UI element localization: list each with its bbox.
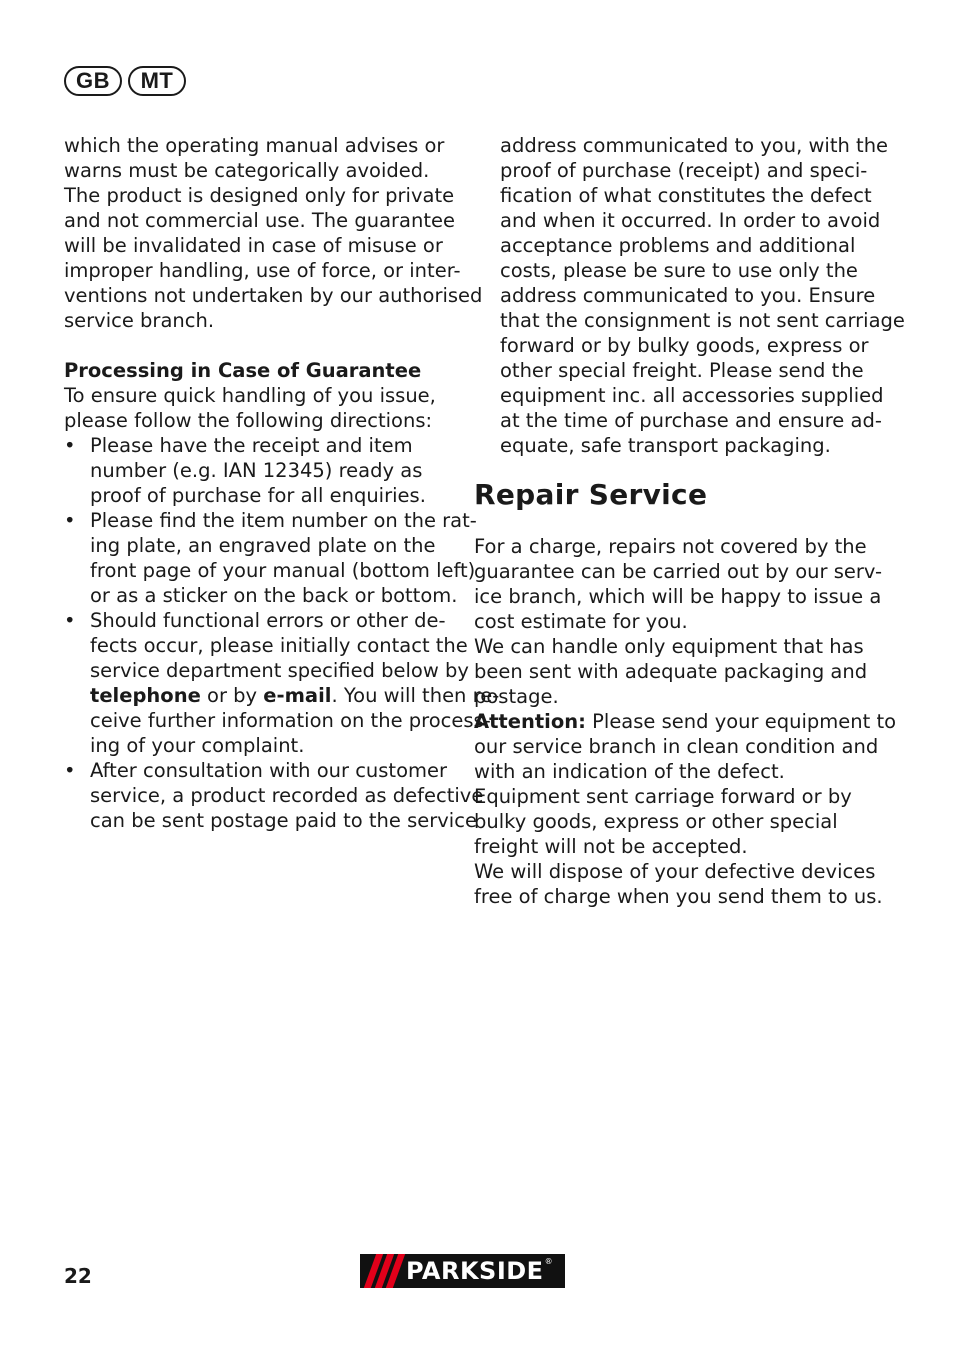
text-fragment: or by — [200, 684, 264, 707]
text-line: that the consignment is not sent carriage — [500, 309, 905, 332]
text-line: warns must be categorically avoided. — [64, 159, 430, 182]
text-line: proof of purchase (receipt) and speci- — [500, 159, 868, 182]
bullet-icon: • — [64, 509, 76, 532]
text-line: equipment inc. all accessories supplied — [500, 384, 884, 407]
text-line: service department specified below by — [90, 659, 469, 682]
text-line: our service branch in clean condition and — [474, 735, 879, 758]
right-column-continued — [500, 133, 905, 458]
text-line: which the operating manual advises or — [64, 134, 445, 157]
text-line: service branch. — [64, 309, 215, 332]
repair-service-body — [474, 534, 897, 909]
text-line: bulky goods, express or other special — [474, 810, 838, 833]
text-line: Please have the receipt and item — [90, 434, 413, 457]
parkside-logo — [360, 1254, 565, 1288]
text-line: costs, please be sure to use only the — [500, 259, 858, 282]
text-line: We can handle only equipment that has — [474, 635, 864, 658]
text-line: other special freight. Please send the — [500, 359, 864, 382]
text-line: ceive further information on the process- — [90, 709, 491, 732]
text-line: forward or by bulky goods, express or — [500, 334, 869, 357]
text-line: please follow the following directions: — [64, 409, 433, 432]
left-column — [64, 133, 500, 833]
logo-stripes-icon — [360, 1254, 406, 1288]
text-line: ice branch, which will be happy to issue a — [474, 585, 882, 608]
text-line: and when it occurred. In order to avoid — [500, 209, 881, 232]
guarantee-subheading: Processing in Case of Guarantee — [64, 359, 422, 382]
repair-service-heading: Repair Service — [474, 478, 708, 511]
lang-badge-gb: GB — [64, 66, 122, 96]
text-line: at the time of purchase and ensure ad- — [500, 409, 882, 432]
text-line: fication of what constitutes the defect — [500, 184, 872, 207]
text-line: ing of your complaint. — [90, 734, 305, 757]
text-line: ing plate, an engraved plate on the — [90, 534, 436, 557]
list-item — [64, 433, 464, 508]
bullet-icon: • — [64, 609, 76, 632]
intro-paragraph — [64, 133, 483, 333]
list-item — [64, 508, 477, 608]
text-line — [474, 709, 897, 734]
text-line: After consultation with our customer — [90, 759, 448, 782]
text-line: Should functional errors or other de- — [90, 609, 446, 632]
text-line: To ensure quick handling of you issue, — [64, 384, 436, 407]
text-fragment: . You will then re- — [331, 684, 500, 707]
list-item — [64, 608, 500, 758]
text-fragment: Please send your equipment to — [585, 710, 897, 733]
list-item — [64, 758, 484, 833]
email-emphasis: e-mail — [263, 684, 332, 707]
text-line: cost estimate for you. — [474, 610, 688, 633]
text-line: acceptance problems and additional — [500, 234, 856, 257]
text-line: postage. — [474, 685, 559, 708]
text-line: proof of purchase for all enquiries. — [90, 484, 426, 507]
bullet-icon: • — [64, 759, 76, 782]
bullet-icon: • — [64, 434, 76, 457]
text-line: and not commercial use. The guarantee — [64, 209, 455, 232]
text-line: fects occur, please initially contact the — [90, 634, 468, 657]
text-line: with an indication of the defect. — [474, 760, 785, 783]
language-badges — [64, 66, 186, 96]
text-line: improper handling, use of force, or inter- — [64, 259, 461, 282]
text-line — [90, 683, 500, 708]
text-line: or as a sticker on the back or bottom. — [90, 584, 458, 607]
page-number: 22 — [64, 1264, 92, 1288]
registered-mark: ® — [544, 1257, 553, 1266]
text-line: Please find the item number on the rat- — [90, 509, 477, 532]
lang-badge-mt: MT — [128, 66, 186, 96]
text-line: equate, safe transport packaging. — [500, 434, 831, 457]
text-line: The product is designed only for private — [64, 184, 455, 207]
guarantee-steps-list — [64, 433, 500, 833]
text-line: For a charge, repairs not covered by the — [474, 535, 867, 558]
text-line: service, a product recorded as defective — [90, 784, 484, 807]
text-line: address communicated to you. Ensure — [500, 284, 876, 307]
text-line: will be invalidated in case of misuse or — [64, 234, 443, 257]
logo-wordmark: PARKSIDE — [406, 1257, 544, 1285]
text-line: front page of your manual (bottom left) — [90, 559, 476, 582]
text-line: can be sent postage paid to the service — [90, 809, 477, 832]
text-line: free of charge when you send them to us. — [474, 885, 883, 908]
text-line: We will dispose of your defective devices — [474, 860, 876, 883]
attention-label: Attention: — [474, 710, 586, 733]
text-line: guarantee can be carried out by our serv- — [474, 560, 882, 583]
text-line: freight will not be accepted. — [474, 835, 748, 858]
text-line: been sent with adequate packaging and — [474, 660, 868, 683]
text-line: number (e.g. IAN 12345) ready as — [90, 459, 423, 482]
telephone-emphasis: telephone — [90, 684, 201, 707]
text-line: Equipment sent carriage forward or by — [474, 785, 852, 808]
text-line: address communicated to you, with the — [500, 134, 889, 157]
text-line: ventions not undertaken by our authorised — [64, 284, 483, 307]
